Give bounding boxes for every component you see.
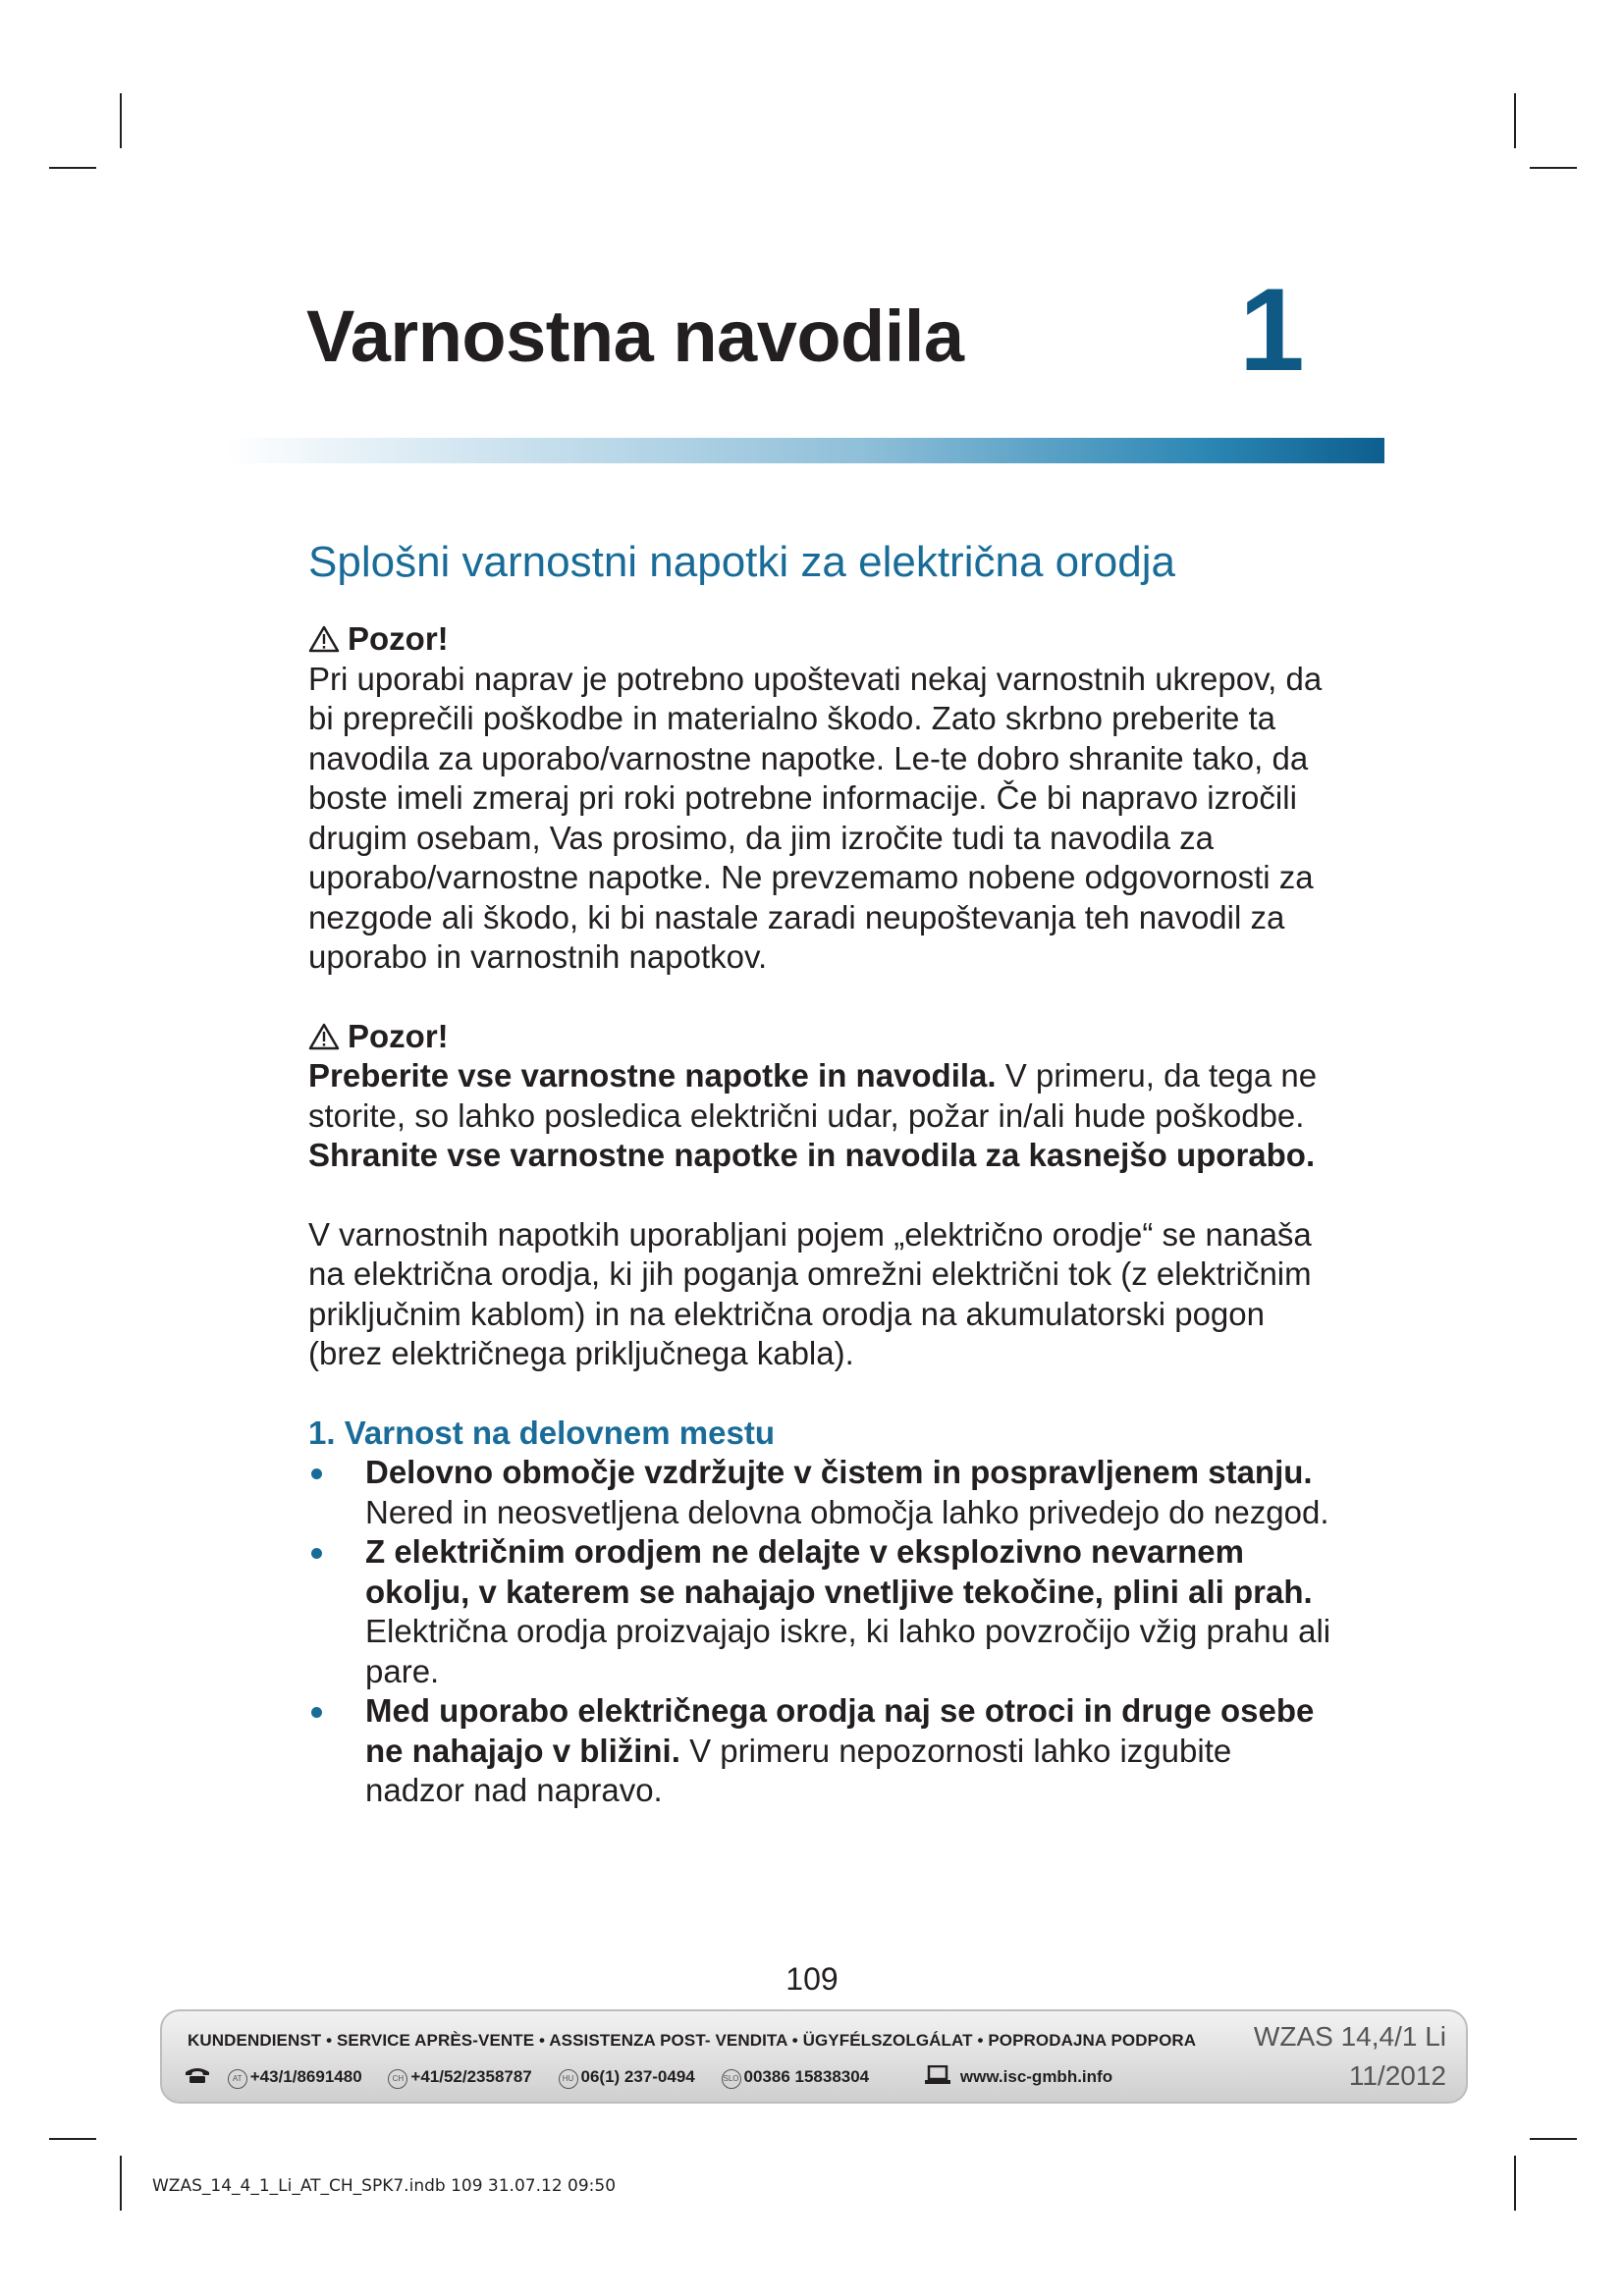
warning-heading [308, 1017, 1334, 1057]
list-item [308, 1453, 1334, 1532]
service-footer [160, 2009, 1468, 2104]
bullet-icon [311, 1707, 322, 1718]
contact-number: +41/52/2358787 [410, 2067, 532, 2086]
safety-list [308, 1453, 1334, 1811]
crop-mark [1530, 2138, 1577, 2140]
country-badge: CH [388, 2069, 407, 2089]
crop-mark [49, 167, 96, 169]
warning-bold-text: Preberite vse varnostne napotke in navodila. [308, 1057, 997, 1094]
warning-text: Pri uporabi naprav je potrebno upoštevati nekaj varnostnih ukrepov, da bi preprečili poškodbe in materialno škodo. Zato skrbno preberite ta navodila za uporabo/varnostne napotke. Le-te dobro shranite tako, da boste imeli zmeraj pri roki potrebne informacije. Če bi napravo izročili drugim osebam, Vas prosimo, da jim izročite tudi ta navodila za uporabo/varnostne napotke. Ne prevzemamo nobene odgovornosti za nezgode ali škodo, ki bi nastale zaradi neupoštevanja teh navodil za uporabo in varnostnih napotkov. [308, 660, 1323, 975]
laptop-icon [925, 2065, 950, 2085]
contact-entry [388, 2067, 531, 2089]
crop-mark [120, 93, 122, 148]
warning-icon [308, 625, 340, 653]
definition-paragraph: V varnostnih napotkih uporabljani pojem „električno orodje“ se nanaša na električna orodja, ki jih poganja omrežni električni tok (z električnim priključnim kablom) in na električna orodja na akumulatorski pogon (brez električnega priključnega kabla). [308, 1215, 1312, 1371]
chapter-title: Varnostna navodila [306, 295, 964, 377]
list-item-bold: Delovno območje vzdržujte v čistem in pospravljenem stanju. [365, 1454, 1313, 1490]
list-item-bold: Med uporabo električnega orodja naj se otroci in druge osebe ne nahajajo v bližini. [365, 1692, 1315, 1769]
list-item-text: V primeru nepozornosti lahko izgubite nadzor nad napravo. [365, 1732, 1232, 1808]
crop-mark [1514, 2156, 1516, 2211]
warning-body-text: V primeru, da tega ne storite, so lahko posledica električni udar, požar in/ali hude poškodbe. [308, 1057, 1318, 1134]
phone-icon [184, 2066, 211, 2084]
contact-number: +43/1/8691480 [249, 2067, 362, 2086]
bullet-icon [311, 1548, 322, 1559]
list-item-text: Nered in neosvetljena delovna območja lahko privedejo do nezgod. [365, 1493, 1329, 1530]
country-badge: AT [228, 2069, 247, 2089]
print-slug: WZAS_14_4_1_Li_AT_CH_SPK7.indb 109 31.07.12 09:50 [152, 2176, 617, 2196]
crop-mark [120, 2156, 122, 2211]
contact-entry [722, 2067, 870, 2089]
subsection-heading: 1. Varnost na delovnem mestu [308, 1414, 775, 1451]
contact-entry [559, 2067, 695, 2089]
country-badge: HU [559, 2069, 578, 2089]
list-item-text: Električna orodja proizvajajo iskre, ki lahko povzročijo vžig prahu ali pare. [365, 1613, 1331, 1689]
main-content [308, 535, 1334, 1811]
contact-entry [228, 2067, 362, 2089]
model-date: 11/2012 [1348, 2060, 1446, 2091]
warning-heading-label: Pozor! [348, 620, 449, 657]
list-item [308, 1532, 1334, 1691]
crop-mark [1530, 167, 1577, 169]
list-item-bold: Z električnim orodjem ne delajte v eksplozivno nevarnem okolju, v katerem se nahajajo vnetljive tekočine, plini ali prah. [365, 1533, 1313, 1610]
warning-text [308, 1056, 1334, 1136]
crop-mark [49, 2138, 96, 2140]
warning-bold-text: Shranite vse varnostne napotke in navodila za kasnejšo uporabo. [308, 1137, 1316, 1173]
warning-heading-label: Pozor! [348, 1017, 449, 1054]
contact-number: 00386 15838304 [743, 2067, 870, 2086]
title-underline-bar [226, 438, 1384, 463]
page-number: 109 [785, 1961, 839, 1997]
website-link[interactable]: www.isc-gmbh.info [959, 2067, 1113, 2086]
crop-mark [1514, 93, 1516, 148]
service-labels: KUNDENDIENST • SERVICE APRÈS-VENTE • ASSISTENZA POST- VENDITA • ÜGYFÉLSZOLGÁLAT • POPRODAJNA PODPORA [188, 2031, 1197, 2050]
contact-number: 06(1) 237-0494 [580, 2067, 695, 2086]
section-title: Splošni varnostni napotki za električna orodja [308, 538, 1175, 586]
bullet-icon [311, 1468, 322, 1479]
warning-icon [308, 1023, 340, 1050]
list-item [308, 1691, 1334, 1811]
country-badge: SLO [722, 2069, 741, 2089]
chapter-number: 1 [1239, 264, 1305, 396]
warning-heading [308, 619, 1334, 660]
model-number: WZAS 14,4/1 Li [1253, 2021, 1446, 2052]
contact-line [184, 2065, 1112, 2089]
